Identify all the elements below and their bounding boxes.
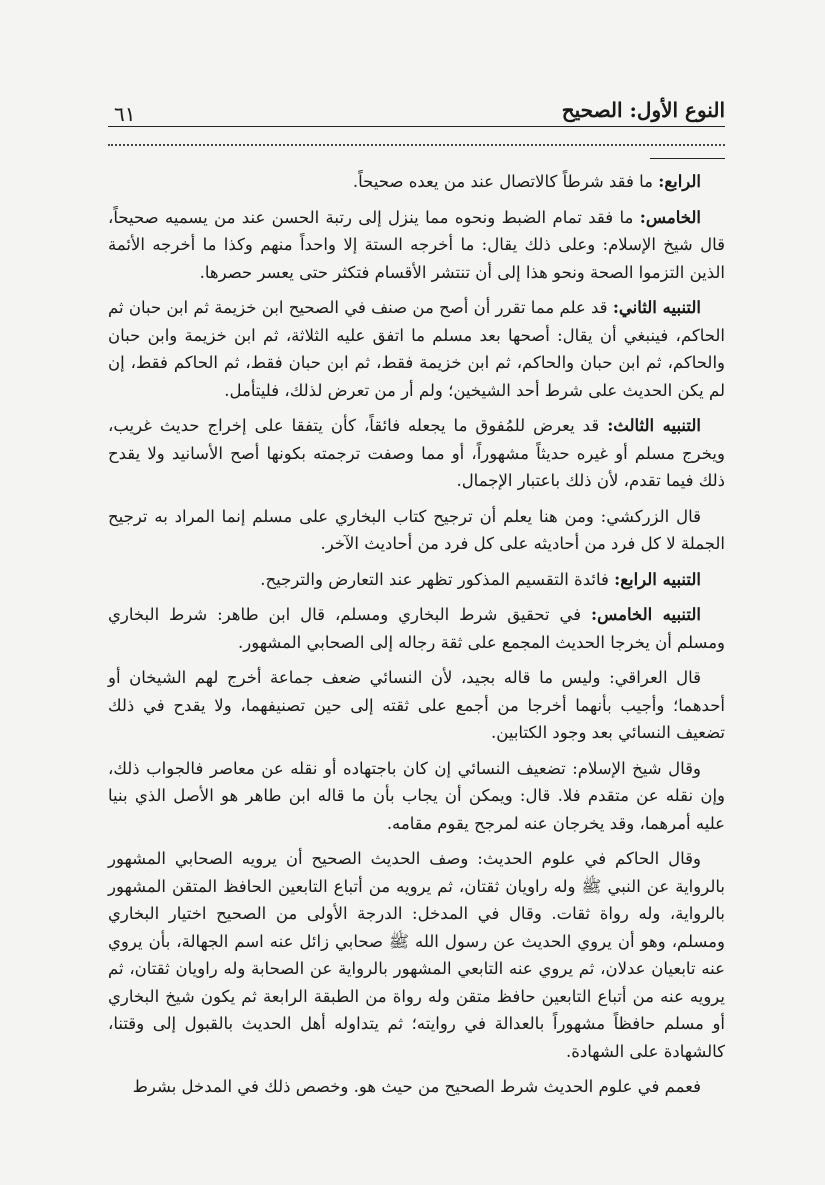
paragraph bbox=[108, 566, 725, 594]
paragraph bbox=[108, 294, 725, 404]
running-title: النوع الأول: الصحيح bbox=[561, 98, 725, 122]
paragraph-text: فعمم في علوم الحديث شرط الصحيح من حيث هو. وخصص ذلك في المدخل بشرط bbox=[132, 1077, 701, 1096]
page-header bbox=[108, 96, 725, 127]
paragraph-lead: الرابع: bbox=[658, 172, 701, 191]
paragraph bbox=[108, 601, 725, 656]
paragraph bbox=[108, 204, 725, 287]
paragraph-text: فائدة التقسيم المذكور تظهر عند التعارض والترجيح. bbox=[260, 569, 615, 589]
paragraph-lead: التنبيه الخامس: bbox=[590, 605, 701, 624]
paragraph-text: قال العراقي: وليس ما قاله بجيد، لأن النسائي ضعف جماعة أخرج لهم الشيخان أو أحدهما؛ وأجيب بأنهما أخرجا من أجمع على ثقته إلى حين تصنيفهما، ولا يقدح في ذلك تضعيف النسائي بعد وجود الكتابين. bbox=[108, 668, 725, 742]
paragraph bbox=[108, 755, 725, 838]
paragraph-text: ما فقد شرطاً كالاتصال عند من يعده صحيحاً. bbox=[352, 172, 659, 191]
paragraph-text: قال الزركشي: ومن هنا يعلم أن ترجيح كتاب البخاري على مسلم إنما المراد به ترجيح الجملة لا كل فرد من أحاديثه على كل فرد من أحاديث الآخر. bbox=[108, 506, 725, 553]
section-rule bbox=[650, 158, 725, 159]
paragraph-lead: الخامس: bbox=[639, 207, 701, 227]
paragraph-text: في تحقيق شرط البخاري ومسلم، قال ابن طاهر: شرط البخاري ومسلم أن يخرجا الحديث المجمع على ثقة رجاله إلى الصحابي المشهور. bbox=[108, 605, 725, 652]
paragraph-text: قد علم مما تقرر أن أصح من صنف في الصحيح ابن خزيمة ثم ابن حبان ثم الحاكم، فينبغي أن يقال: أصحها بعد مسلم ما اتفق عليه الثلاثة، ثم ابن خزيمة وابن حبان والحاكم، ثم ابن حبان والحاكم، ثم ابن خزيمة فقط، ثم ابن حبان فقط، ثم الحاكم فقط، إن لم يكن الحديث على شرط أحد الشيخين؛ ولم أر من تعرض لذلك، فليتأمل. bbox=[108, 298, 725, 400]
paragraph bbox=[108, 503, 725, 558]
paragraph bbox=[108, 845, 725, 1065]
paragraph bbox=[108, 664, 725, 747]
page-body bbox=[108, 168, 725, 1109]
page-number: ٦١ bbox=[114, 102, 136, 126]
paragraph-lead: التنبيه الثالث: bbox=[607, 416, 701, 435]
dotted-separator bbox=[108, 144, 725, 146]
paragraph-lead: التنبيه الرابع: bbox=[614, 569, 701, 589]
paragraph bbox=[108, 168, 725, 196]
paragraph bbox=[108, 412, 725, 495]
paragraph-text: وقال شيخ الإسلام: تضعيف النسائي إن كان باجتهاده أو نقله عن معاصر فالجواب ذلك، وإن نقله عن متقدم فلا. قال: ويمكن أن يجاب بأن ما قاله ابن طاهر هو الأصل الذي بنيا عليه أمرهما، وقد يخرجان عنه لمرجح يقوم مقامه. bbox=[108, 758, 725, 833]
paragraph-text: ما فقد تمام الضبط ونحوه مما ينزل إلى رتبة الحسن عند من يسميه صحيحاً، قال شيخ الإسلام: وعلى ذلك يقال: ما أخرجه الستة إلا واحداً منهم وكذا ما أخرجه الأئمة الذين التزموا الصحة ونحو هذا إلى أن تنتشر الأقسام فتكثر حتى يعسر حصرها. bbox=[108, 207, 725, 282]
paragraph bbox=[108, 1073, 725, 1101]
paragraph-lead: التنبيه الثاني: bbox=[612, 298, 702, 317]
paragraph-text: وقال الحاكم في علوم الحديث: وصف الحديث الصحيح أن يرويه الصحابي المشهور بالرواية عن النبي ﷺ وله راويان ثقتان، ثم يرويه من أتباع التابعين الحافظ المتقن المشهور بالرواية، وله رواة ثقات. وقال في المدخل: الدرجة الأولى من الصحيح اختيار البخاري ومسلم، وهو أن يروي الحديث عن رسول الله ﷺ صحابي زائل عنه اسم الجهالة، بأن يروي عنه تابعيان عدلان، ثم يروي عنه التابعي المشهور بالرواية عن الصحابة وله راويان ثقتان، ثم يرويه عنه من أتباع التابعين حافظ متقن وله رواة من الطبقة الرابعة ثم يكون شيخ البخاري أو مسلم حافظاً مشهوراً بالعدالة في روايته؛ ثم يتداوله أهل الحديث بالقبول إلى وقتنا، كالشهادة على الشهادة. bbox=[108, 849, 725, 1061]
paragraph-text: قد يعرض للمُفوق ما يجعله فائقاً، كأن يتفقا على إخراج حديث غريب، ويخرج مسلم أو غيره حديثاً مشهوراً، أو مما وصفت ترجمته بكونها أصح الأسانيد ولا يقدح ذلك فيما تقدم، لأن ذلك باعتبار الإجمال. bbox=[108, 416, 725, 490]
